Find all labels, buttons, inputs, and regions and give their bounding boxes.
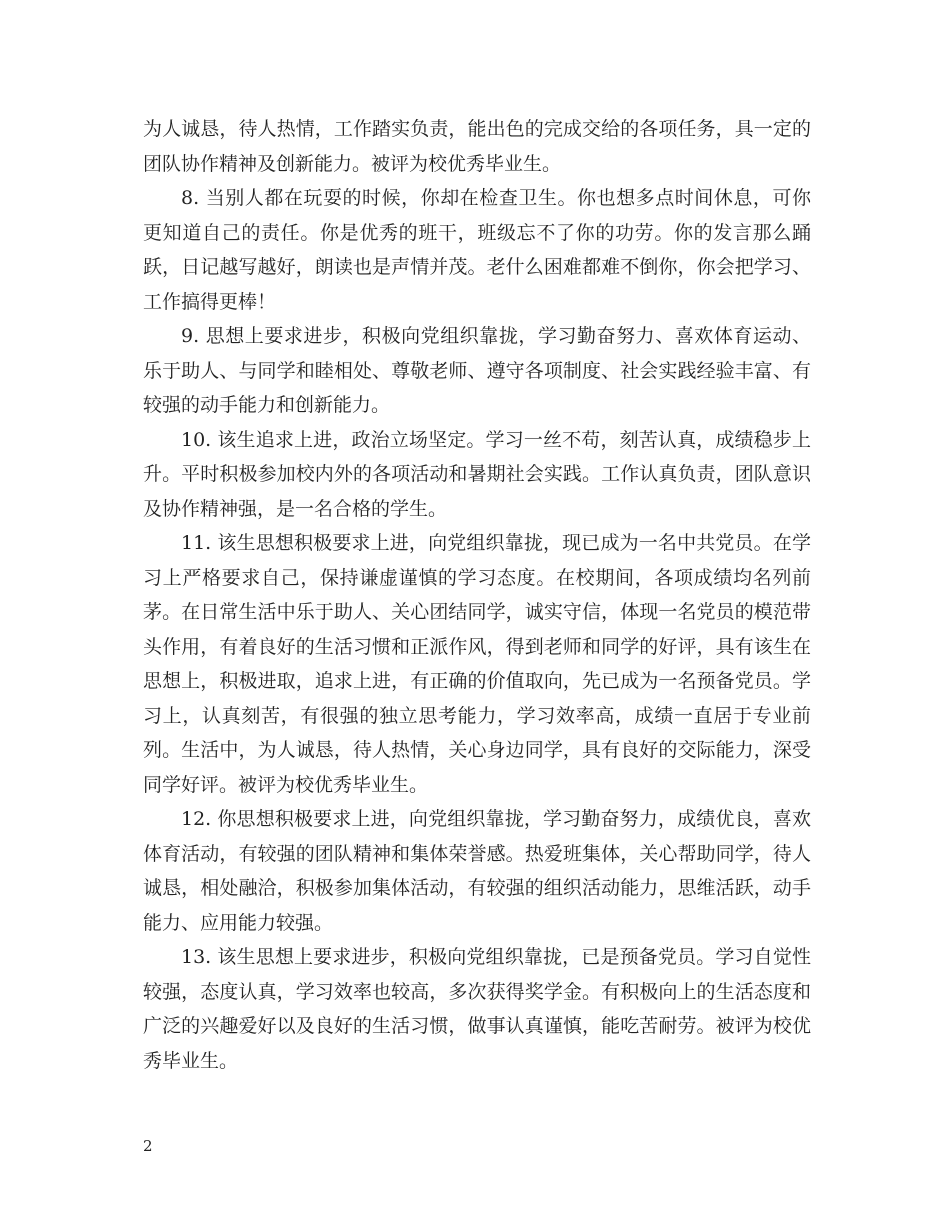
paragraph-continuation: 为人诚恳，待人热情，工作踏实负责，能出色的完成交给的各项任务，具一定的团队协作精神及创新能力。被评为校优秀毕业生。	[143, 118, 811, 175]
paragraph-item-12: 12. 你思想积极要求上进，向党组织靠拢，学习勤奋努力，成绩优良，喜欢体育活动，有较强的团队精神和集体荣誉感。热爱班集体，关心帮助同学，待人诚恳，相处融洽，积极参加集体活动，有较强的组织活动能力，思维活跃，动手能力、应用能力较强。	[143, 808, 811, 934]
page-number: 2	[143, 1137, 153, 1155]
paragraph-item-8: 8. 当别人都在玩耍的时候，你却在检查卫生。你也想多点时间休息，可你更知道自己的责任。你是优秀的班干，班级忘不了你的功劳。你的发言那么踊跃，日记越写越好，朗读也是声情并茂。老什么困难都难不倒你，你会把学习、工作搞得更棒！	[143, 187, 811, 313]
paragraph-item-10: 10. 该生追求上进，政治立场坚定。学习一丝不苟，刻苦认真，成绩稳步上升。平时积极参加校内外的各项活动和暑期社会实践。工作认真负责，团队意识及协作精神强，是一名合格的学生。	[143, 428, 811, 520]
paragraph-item-13: 13. 该生思想上要求进步，积极向党组织靠拢，已是预备党员。学习自觉性较强，态度认真，学习效率也较高，多次获得奖学金。有积极向上的生活态度和广泛的兴趣爱好以及良好的生活习惯，做事认真谨慎，能吃苦耐劳。被评为校优秀毕业生。	[143, 946, 811, 1072]
paragraph-item-11: 11. 该生思想积极要求上进，向党组织靠拢，现已成为一名中共党员。在学习上严格要求自己，保持谦虚谨慎的学习态度。在校期间，各项成绩均名列前茅。在日常生活中乐于助人、关心团结同学，诚实守信，体现一名党员的模范带头作用，有着良好的生活习惯和正派作风，得到老师和同学的好评，具有该生在思想上，积极进取，追求上进，有正确的价值取向，先已成为一名预备党员。学习上，认真刻苦，有很强的独立思考能力，学习效率高，成绩一直居于专业前列。生活中，为人诚恳，待人热情，关心身边同学，具有良好的交际能力，深受同学好评。被评为校优秀毕业生。	[143, 532, 811, 796]
paragraph-item-9: 9. 思想上要求进步，积极向党组织靠拢，学习勤奋努力、喜欢体育运动、乐于助人、与同学和睦相处、尊敬老师、遵守各项制度、社会实践经验丰富、有较强的动手能力和创新能力。	[143, 325, 811, 416]
document-body	[143, 112, 811, 1078]
